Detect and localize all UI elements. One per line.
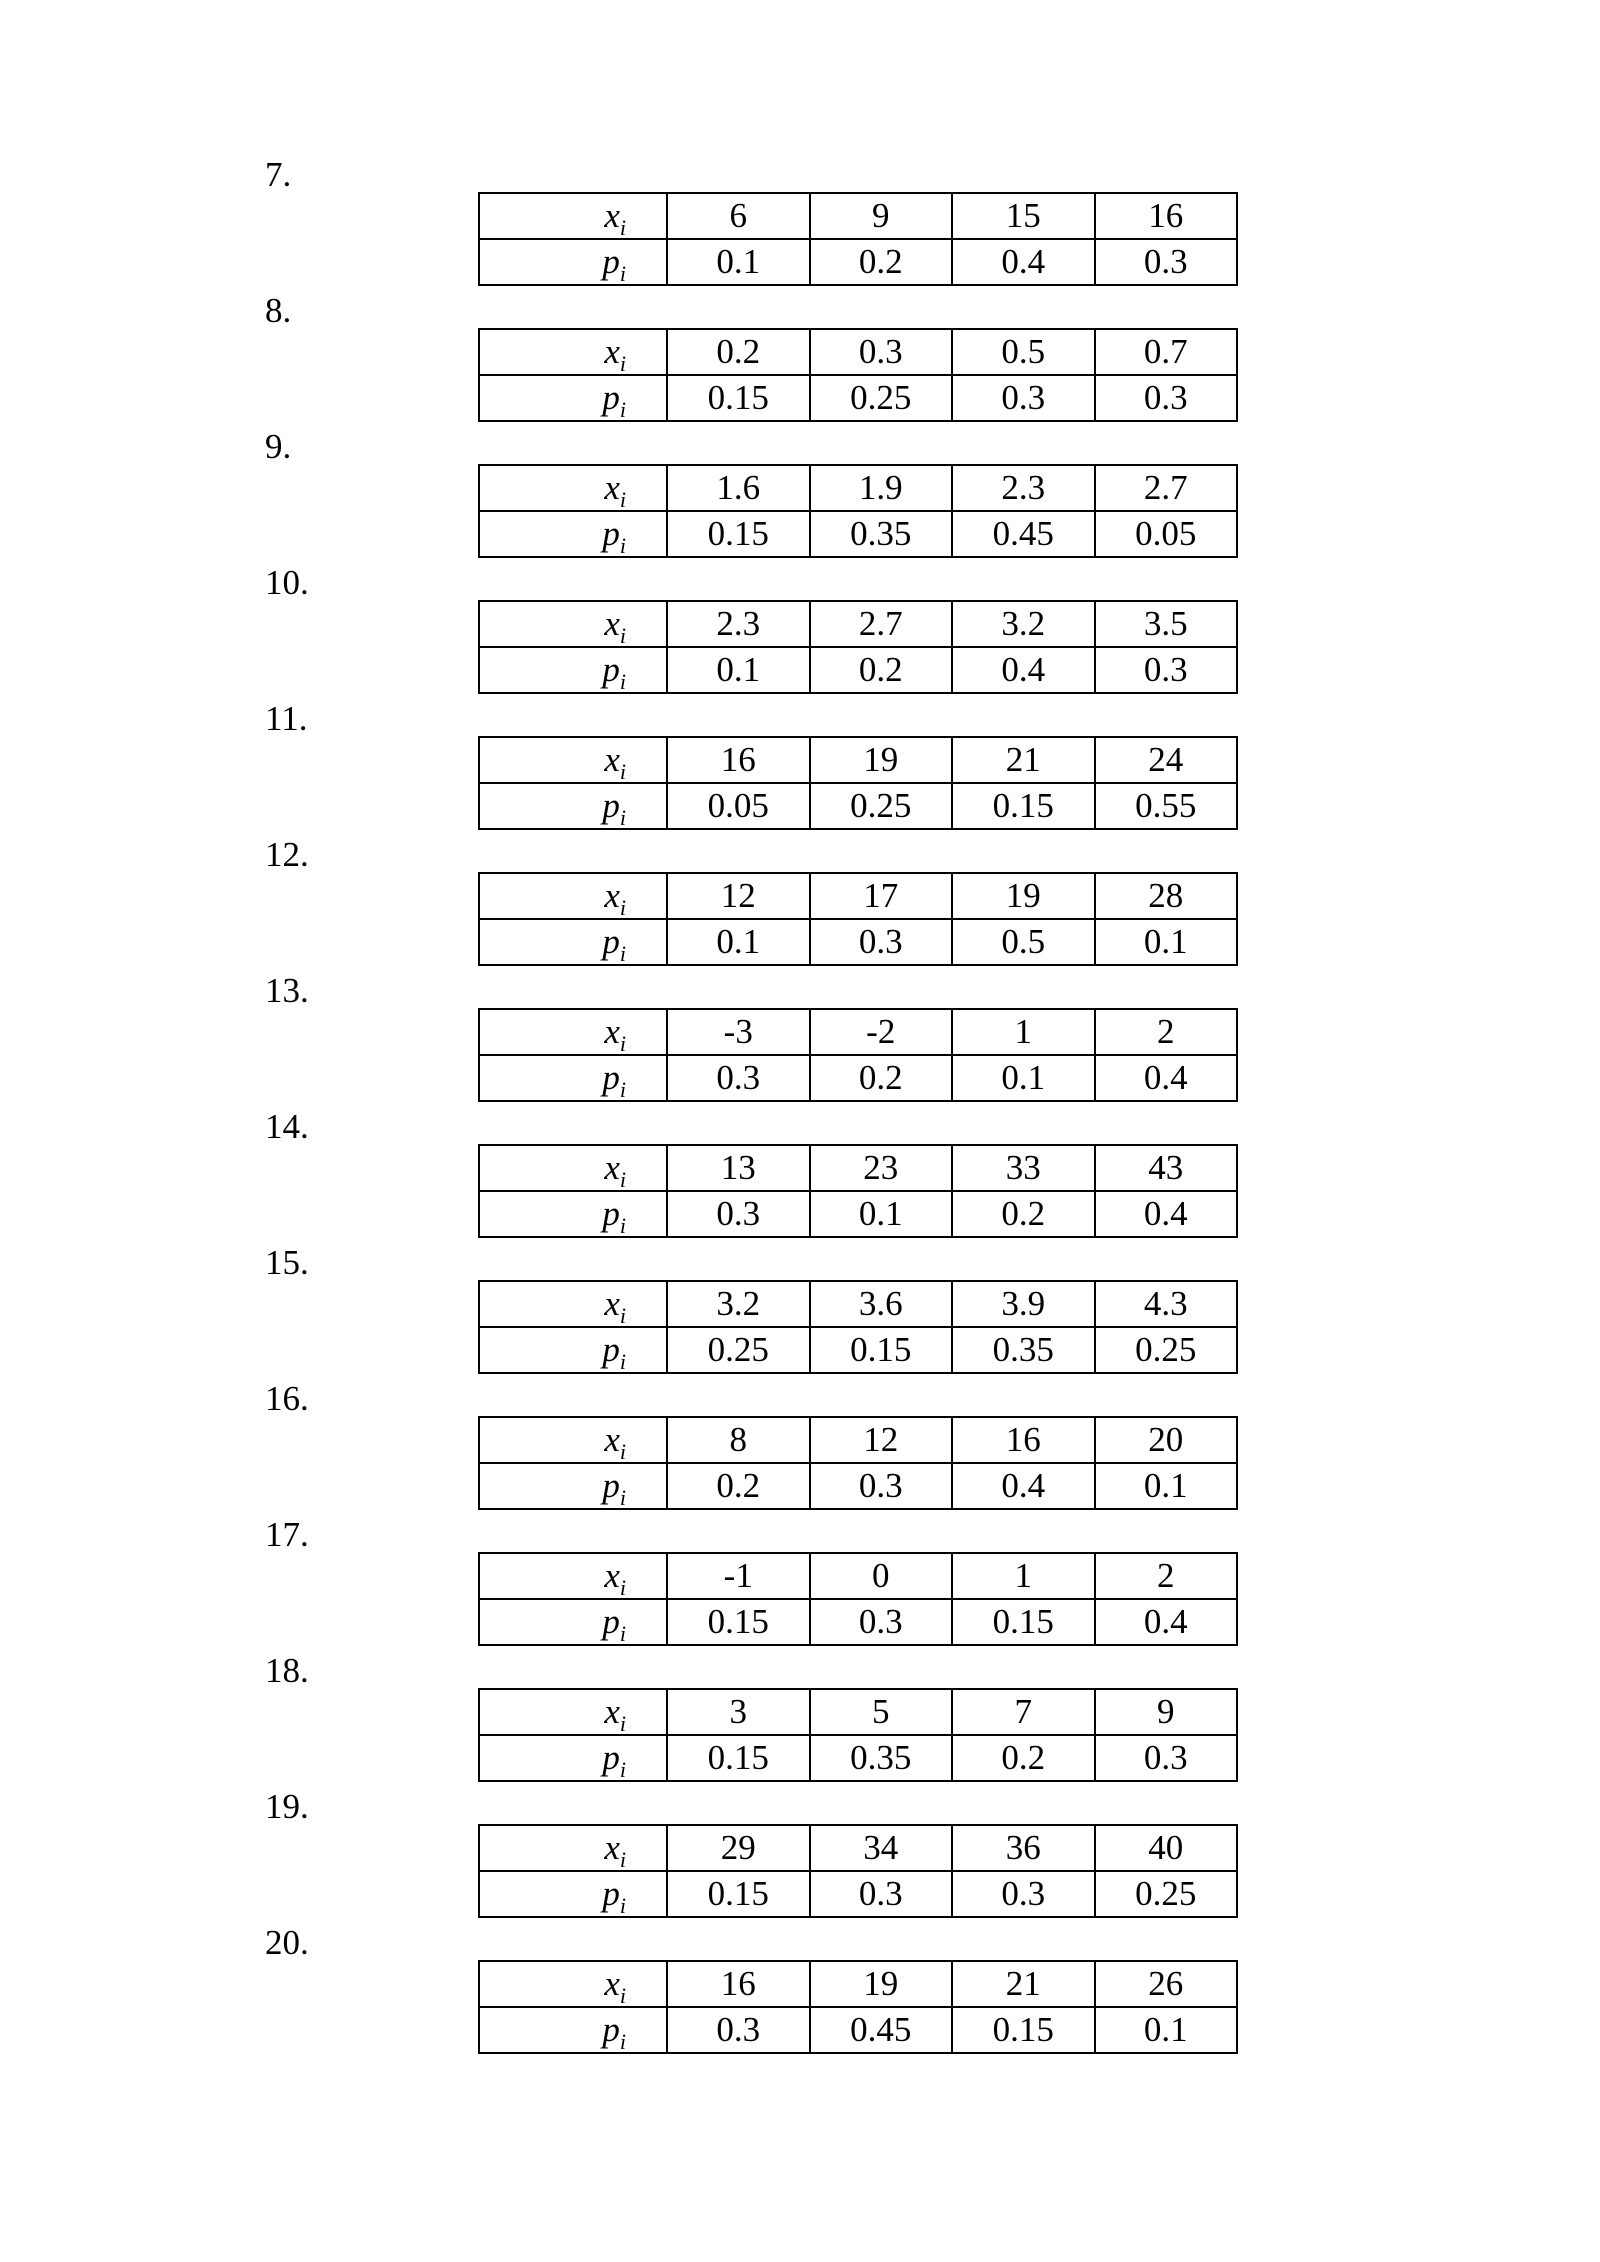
problem-number: 10. <box>265 563 309 602</box>
x-value: -3 <box>667 1009 810 1055</box>
x-value: 2 <box>1095 1009 1238 1055</box>
problem-9 <box>0 427 1600 563</box>
p-row <box>479 1735 1237 1781</box>
p-value: 0.1 <box>952 1055 1095 1101</box>
x-value: 1 <box>952 1009 1095 1055</box>
p-value: 0.3 <box>1095 647 1238 693</box>
x-value: 2 <box>1095 1553 1238 1599</box>
p-value: 0.15 <box>952 2007 1095 2053</box>
x-row <box>479 1281 1237 1327</box>
x-value: 3.9 <box>952 1281 1095 1327</box>
problem-number: 20. <box>265 1923 309 1962</box>
p-value: 0.3 <box>952 1871 1095 1917</box>
x-value: 19 <box>810 1961 953 2007</box>
p-row <box>479 375 1237 421</box>
p-value: 0.3 <box>667 1055 810 1101</box>
p-value: 0.4 <box>1095 1055 1238 1101</box>
p-value: 0.15 <box>667 375 810 421</box>
x-row <box>479 873 1237 919</box>
problem-12 <box>0 835 1600 971</box>
p-value: 0.05 <box>667 783 810 829</box>
problem-15 <box>0 1243 1600 1379</box>
p-value: 0.3 <box>810 919 953 965</box>
p-value: 0.4 <box>1095 1599 1238 1645</box>
problem-number: 13. <box>265 971 309 1010</box>
p-value: 0.05 <box>1095 511 1238 557</box>
x-value: 24 <box>1095 737 1238 783</box>
x-header: $x_i$ <box>479 1553 667 1599</box>
x-value: 9 <box>810 193 953 239</box>
problem-16 <box>0 1379 1600 1515</box>
x-header: $x_i$ <box>479 1281 667 1327</box>
x-header: $x_i$ <box>479 1825 667 1871</box>
x-value: 36 <box>952 1825 1095 1871</box>
p-row <box>479 511 1237 557</box>
p-header: $p_i$ <box>479 783 667 829</box>
x-row <box>479 1689 1237 1735</box>
x-value: 16 <box>667 1961 810 2007</box>
x-header: $x_i$ <box>479 1417 667 1463</box>
p-value: 0.3 <box>810 1463 953 1509</box>
x-value: 15 <box>952 193 1095 239</box>
p-row <box>479 1191 1237 1237</box>
x-row <box>479 1009 1237 1055</box>
p-value: 0.2 <box>952 1735 1095 1781</box>
x-value: 6 <box>667 193 810 239</box>
problem-number: 11. <box>265 699 308 738</box>
x-value: 2.7 <box>810 601 953 647</box>
x-value: 0.3 <box>810 329 953 375</box>
problem-10 <box>0 563 1600 699</box>
p-header: $p_i$ <box>479 1055 667 1101</box>
p-value: 0.3 <box>667 1191 810 1237</box>
distribution-table <box>478 1280 1238 1374</box>
p-value: 0.4 <box>952 647 1095 693</box>
x-header: $x_i$ <box>479 1145 667 1191</box>
p-value: 0.3 <box>952 375 1095 421</box>
x-value: 2.7 <box>1095 465 1238 511</box>
p-value: 0.2 <box>952 1191 1095 1237</box>
problem-number: 12. <box>265 835 309 874</box>
p-value: 0.35 <box>810 1735 953 1781</box>
p-value: 0.35 <box>952 1327 1095 1373</box>
p-header: $p_i$ <box>479 1871 667 1917</box>
x-value: 12 <box>810 1417 953 1463</box>
p-value: 0.35 <box>810 511 953 557</box>
p-value: 0.1 <box>667 647 810 693</box>
p-value: 0.15 <box>952 1599 1095 1645</box>
p-header: $p_i$ <box>479 511 667 557</box>
distribution-table <box>478 328 1238 422</box>
p-value: 0.3 <box>1095 239 1238 285</box>
p-row <box>479 783 1237 829</box>
x-value: 19 <box>810 737 953 783</box>
p-value: 0.1 <box>667 239 810 285</box>
x-value: 3 <box>667 1689 810 1735</box>
problem-8 <box>0 291 1600 427</box>
p-value: 0.3 <box>1095 375 1238 421</box>
x-value: 9 <box>1095 1689 1238 1735</box>
p-value: 0.45 <box>810 2007 953 2053</box>
x-value: 4.3 <box>1095 1281 1238 1327</box>
p-header: $p_i$ <box>479 1191 667 1237</box>
x-value: 17 <box>810 873 953 919</box>
problem-17 <box>0 1515 1600 1651</box>
problem-number: 16. <box>265 1379 309 1418</box>
x-value: 16 <box>1095 193 1238 239</box>
x-value: 43 <box>1095 1145 1238 1191</box>
x-header: $x_i$ <box>479 873 667 919</box>
p-value: 0.2 <box>667 1463 810 1509</box>
p-value: 0.1 <box>1095 1463 1238 1509</box>
x-header: $x_i$ <box>479 465 667 511</box>
problem-number: 14. <box>265 1107 309 1146</box>
x-header: $x_i$ <box>479 1689 667 1735</box>
p-value: 0.4 <box>952 239 1095 285</box>
p-value: 0.4 <box>952 1463 1095 1509</box>
distribution-table <box>478 1416 1238 1510</box>
problem-7 <box>0 155 1600 291</box>
p-row <box>479 1055 1237 1101</box>
x-value: 16 <box>667 737 810 783</box>
x-header: $x_i$ <box>479 601 667 647</box>
p-value: 0.15 <box>667 1871 810 1917</box>
p-header: $p_i$ <box>479 1599 667 1645</box>
x-value: 3.2 <box>667 1281 810 1327</box>
x-value: -1 <box>667 1553 810 1599</box>
p-header: $p_i$ <box>479 239 667 285</box>
x-header: $x_i$ <box>479 329 667 375</box>
p-value: 0.3 <box>810 1599 953 1645</box>
p-value: 0.2 <box>810 647 953 693</box>
x-value: 34 <box>810 1825 953 1871</box>
distribution-table <box>478 736 1238 830</box>
p-header: $p_i$ <box>479 375 667 421</box>
p-value: 0.55 <box>1095 783 1238 829</box>
problem-number: 19. <box>265 1787 309 1826</box>
x-value: 1.9 <box>810 465 953 511</box>
x-row <box>479 193 1237 239</box>
p-row <box>479 239 1237 285</box>
x-value: 26 <box>1095 1961 1238 2007</box>
p-value: 0.15 <box>810 1327 953 1373</box>
x-value: 21 <box>952 1961 1095 2007</box>
x-value: 5 <box>810 1689 953 1735</box>
p-value: 0.3 <box>1095 1735 1238 1781</box>
x-value: 7 <box>952 1689 1095 1735</box>
x-value: 40 <box>1095 1825 1238 1871</box>
problem-number: 7. <box>265 155 292 194</box>
x-value: 28 <box>1095 873 1238 919</box>
problem-number: 15. <box>265 1243 309 1282</box>
distribution-table <box>478 1008 1238 1102</box>
p-row <box>479 919 1237 965</box>
p-value: 0.1 <box>667 919 810 965</box>
x-value: 0.5 <box>952 329 1095 375</box>
x-value: 33 <box>952 1145 1095 1191</box>
p-value: 0.15 <box>667 511 810 557</box>
p-header: $p_i$ <box>479 1327 667 1373</box>
x-row <box>479 1145 1237 1191</box>
problem-number: 18. <box>265 1651 309 1690</box>
p-row <box>479 2007 1237 2053</box>
p-header: $p_i$ <box>479 2007 667 2053</box>
p-value: 0.1 <box>1095 919 1238 965</box>
problem-number: 8. <box>265 291 292 330</box>
x-row <box>479 329 1237 375</box>
x-value: 2.3 <box>667 601 810 647</box>
x-row <box>479 1961 1237 2007</box>
x-value: 20 <box>1095 1417 1238 1463</box>
x-row <box>479 1417 1237 1463</box>
x-value: 3.5 <box>1095 601 1238 647</box>
p-header: $p_i$ <box>479 919 667 965</box>
distribution-table <box>478 1552 1238 1646</box>
x-value: 23 <box>810 1145 953 1191</box>
p-value: 0.15 <box>952 783 1095 829</box>
p-value: 0.25 <box>1095 1327 1238 1373</box>
x-header: $x_i$ <box>479 1961 667 2007</box>
p-value: 0.25 <box>667 1327 810 1373</box>
distribution-table <box>478 464 1238 558</box>
distribution-table <box>478 872 1238 966</box>
distribution-table <box>478 1144 1238 1238</box>
problem-14 <box>0 1107 1600 1243</box>
x-row <box>479 601 1237 647</box>
x-value: 8 <box>667 1417 810 1463</box>
x-value: 12 <box>667 873 810 919</box>
distribution-table <box>478 1960 1238 2054</box>
p-header: $p_i$ <box>479 1463 667 1509</box>
x-header: $x_i$ <box>479 1009 667 1055</box>
p-value: 0.25 <box>810 783 953 829</box>
p-row <box>479 1463 1237 1509</box>
problem-18 <box>0 1651 1600 1787</box>
x-value: 0.2 <box>667 329 810 375</box>
p-value: 0.5 <box>952 919 1095 965</box>
x-value: 2.3 <box>952 465 1095 511</box>
p-value: 0.25 <box>1095 1871 1238 1917</box>
x-value: 16 <box>952 1417 1095 1463</box>
x-value: 1 <box>952 1553 1095 1599</box>
distribution-table <box>478 192 1238 286</box>
x-row <box>479 737 1237 783</box>
p-value: 0.4 <box>1095 1191 1238 1237</box>
p-value: 0.45 <box>952 511 1095 557</box>
x-value: 1.6 <box>667 465 810 511</box>
x-value: 0 <box>810 1553 953 1599</box>
distribution-table <box>478 1824 1238 1918</box>
problem-13 <box>0 971 1600 1107</box>
p-value: 0.2 <box>810 1055 953 1101</box>
x-value: -2 <box>810 1009 953 1055</box>
x-value: 3.2 <box>952 601 1095 647</box>
x-value: 29 <box>667 1825 810 1871</box>
x-header: $x_i$ <box>479 193 667 239</box>
distribution-table <box>478 600 1238 694</box>
p-header: $p_i$ <box>479 647 667 693</box>
problem-number: 17. <box>265 1515 309 1554</box>
problem-number: 9. <box>265 427 292 466</box>
p-value: 0.3 <box>810 1871 953 1917</box>
x-row <box>479 1553 1237 1599</box>
p-row <box>479 1871 1237 1917</box>
p-row <box>479 1327 1237 1373</box>
problem-20 <box>0 1923 1600 2059</box>
p-value: 0.1 <box>810 1191 953 1237</box>
p-value: 0.25 <box>810 375 953 421</box>
x-value: 0.7 <box>1095 329 1238 375</box>
x-value: 19 <box>952 873 1095 919</box>
p-value: 0.15 <box>667 1599 810 1645</box>
p-value: 0.15 <box>667 1735 810 1781</box>
x-header: $x_i$ <box>479 737 667 783</box>
p-value: 0.1 <box>1095 2007 1238 2053</box>
x-value: 13 <box>667 1145 810 1191</box>
x-value: 21 <box>952 737 1095 783</box>
problem-19 <box>0 1787 1600 1923</box>
problem-11 <box>0 699 1600 835</box>
p-value: 0.3 <box>667 2007 810 2053</box>
x-value: 3.6 <box>810 1281 953 1327</box>
p-value: 0.2 <box>810 239 953 285</box>
p-row <box>479 1599 1237 1645</box>
distribution-table <box>478 1688 1238 1782</box>
x-row <box>479 465 1237 511</box>
p-row <box>479 647 1237 693</box>
p-header: $p_i$ <box>479 1735 667 1781</box>
x-row <box>479 1825 1237 1871</box>
